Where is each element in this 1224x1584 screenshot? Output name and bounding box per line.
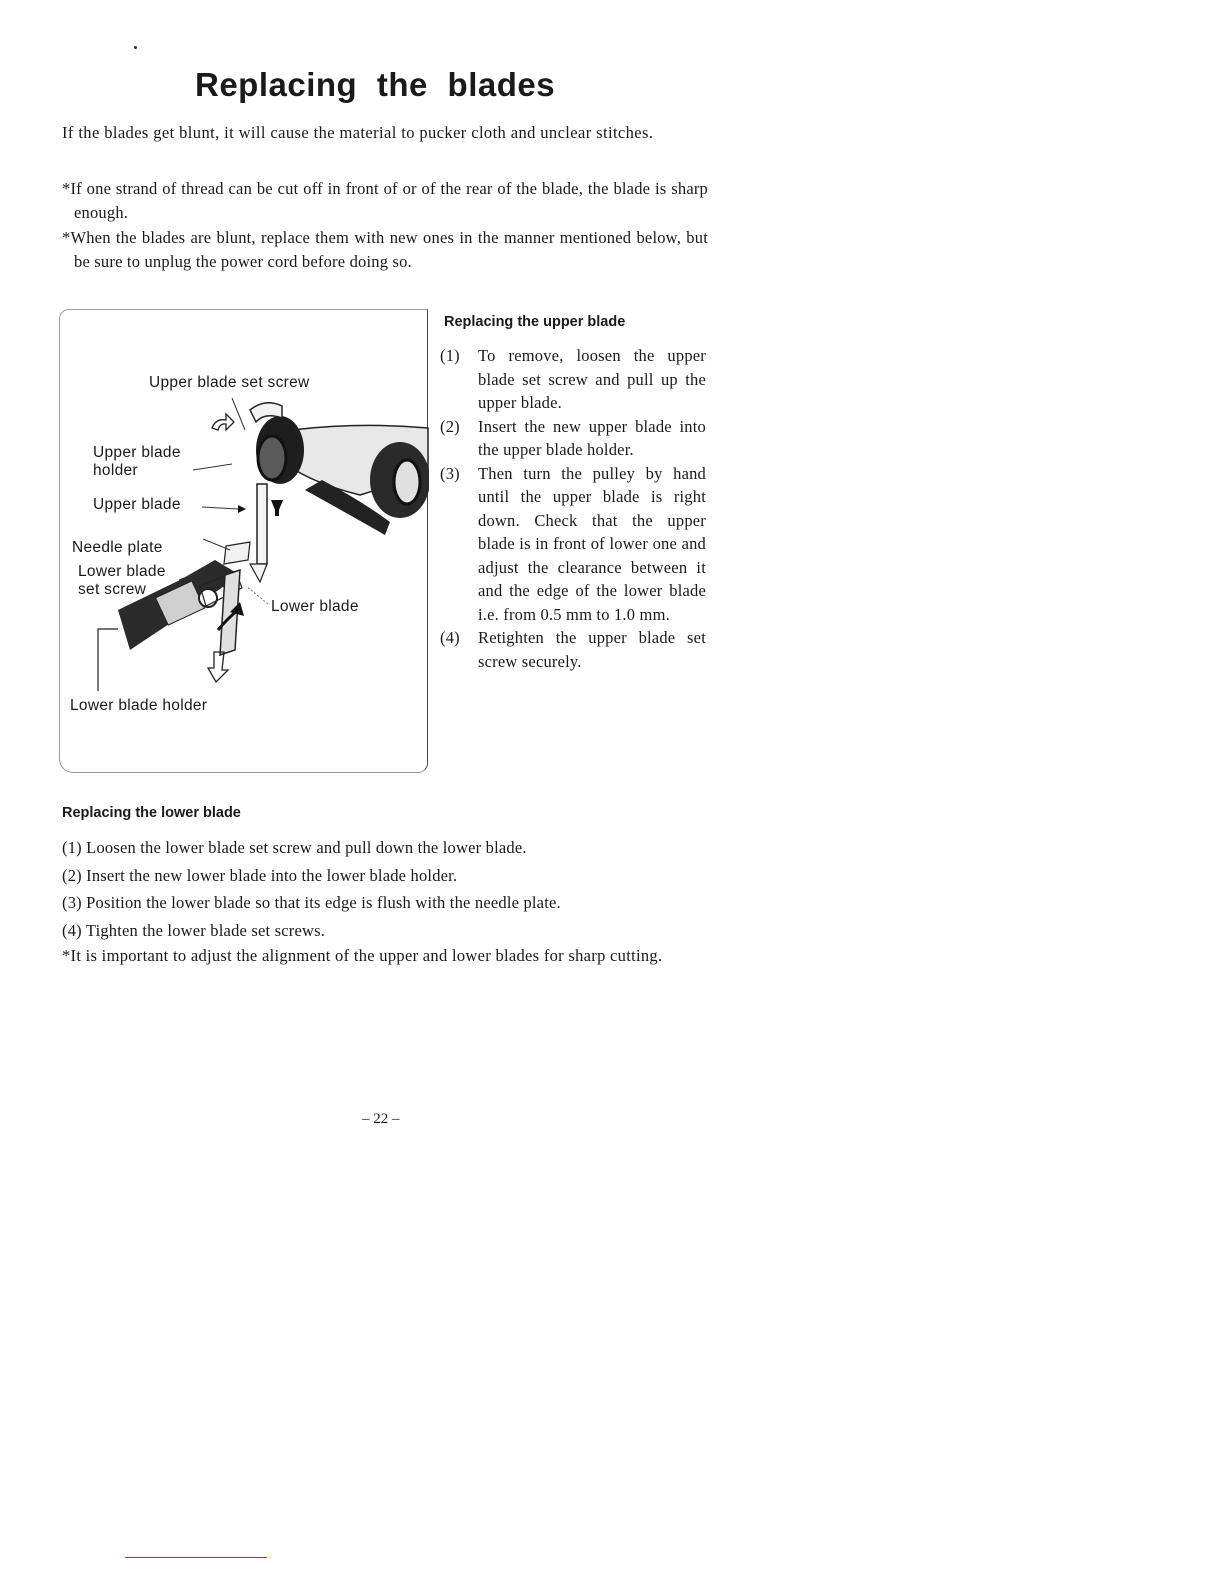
upper-step — [440, 415, 706, 462]
upper-blade-shape — [257, 484, 267, 564]
label-lower-blade-set-screw-line1: Lower blade — [78, 563, 166, 580]
upper-blade-heading: Replacing the upper blade — [444, 314, 626, 330]
lower-step: (1) Loosen the lower blade set screw and pull down the lower blade. — [62, 838, 527, 857]
lower-step: (4) Tighten the lower blade set screws. — [62, 920, 326, 940]
lower-blade-steps — [62, 834, 708, 944]
upper-holder-face — [258, 436, 286, 480]
label-upper-blade-set-screw: Upper blade set screw — [149, 374, 310, 391]
needle-plate-shape — [224, 542, 250, 564]
intro-paragraph: If the blades get blunt, it will cause the material to pucker cloth and unclear stitches. — [62, 123, 654, 142]
lower-step: (2) Insert the new lower blade into the lower blade holder. — [62, 865, 458, 885]
step-text: Then turn the pulley by hand until the upper blade is right down. Check that the upper blade is in front of lower one and adjust the clearance between it and the edge of the lower blade i.e. from 0.5 mm to 1.0 mm. — [478, 463, 706, 624]
alignment-note: *It is important to adjust the alignment of the upper and lower blades for sharp cutting. — [62, 946, 663, 965]
intro-notes — [62, 177, 708, 275]
label-lower-blade-set-screw-line2: set screw — [78, 581, 147, 598]
leader-needle-plate — [203, 539, 230, 550]
label-lower-blade: Lower blade — [271, 598, 359, 615]
down-arrow — [208, 652, 228, 682]
label-lower-blade-holder: Lower blade holder — [70, 697, 208, 714]
lower-step: (3) Position the lower blade so that its edge is flush with the needle plate. — [62, 893, 561, 912]
upper-step — [440, 462, 706, 627]
step-text: To remove, loosen the upper blade set screw and pull up the upper blade. — [478, 346, 706, 412]
label-needle-plate: Needle plate — [72, 539, 163, 556]
step-number: (4) — [440, 628, 460, 647]
upper-step — [440, 626, 706, 673]
upper-step — [440, 344, 706, 415]
step-text: Insert the new upper blade into the upper blade holder. — [478, 416, 706, 459]
leader-upper-blade — [202, 507, 238, 509]
step-number: (1) — [440, 346, 460, 365]
note-sharpness: *If one strand of thread can be cut off in front of or of the rear of the blade, the blade is sharp enough. — [62, 179, 708, 222]
up-arrow-shaft — [275, 500, 279, 516]
lower-blade-heading: Replacing the lower blade — [62, 805, 241, 821]
upper-blade-tip — [250, 564, 267, 582]
set-screw-rotate-arrow — [212, 414, 234, 430]
upper-blade-steps — [440, 344, 706, 673]
label-upper-blade-holder-line2: holder — [93, 462, 138, 479]
label-upper-blade: Upper blade — [93, 496, 181, 513]
leader-upper-blade-head — [238, 505, 246, 513]
leader-upper-holder — [193, 464, 232, 470]
bottom-rule — [125, 1557, 267, 1558]
label-upper-blade-holder-line1: Upper blade — [93, 444, 181, 461]
step-number: (3) — [440, 463, 460, 483]
scan-dot — [134, 46, 137, 49]
blade-diagram — [59, 309, 428, 773]
page-title: Replacing the blades — [195, 66, 556, 103]
leader-lower-blade — [246, 586, 268, 604]
leader-lower-holder — [98, 629, 118, 691]
pulley-hub — [394, 460, 420, 504]
step-text: Retighten the upper blade set screw securely. — [478, 628, 706, 671]
note-unplug: *When the blades are blunt, replace them with new ones in the manner mentioned below, but be sure to unplug the power cord before doing so. — [62, 228, 708, 271]
leader-upper-set-screw — [232, 398, 245, 430]
page-number: – 22 – — [362, 1111, 400, 1127]
step-number: (2) — [440, 416, 460, 436]
